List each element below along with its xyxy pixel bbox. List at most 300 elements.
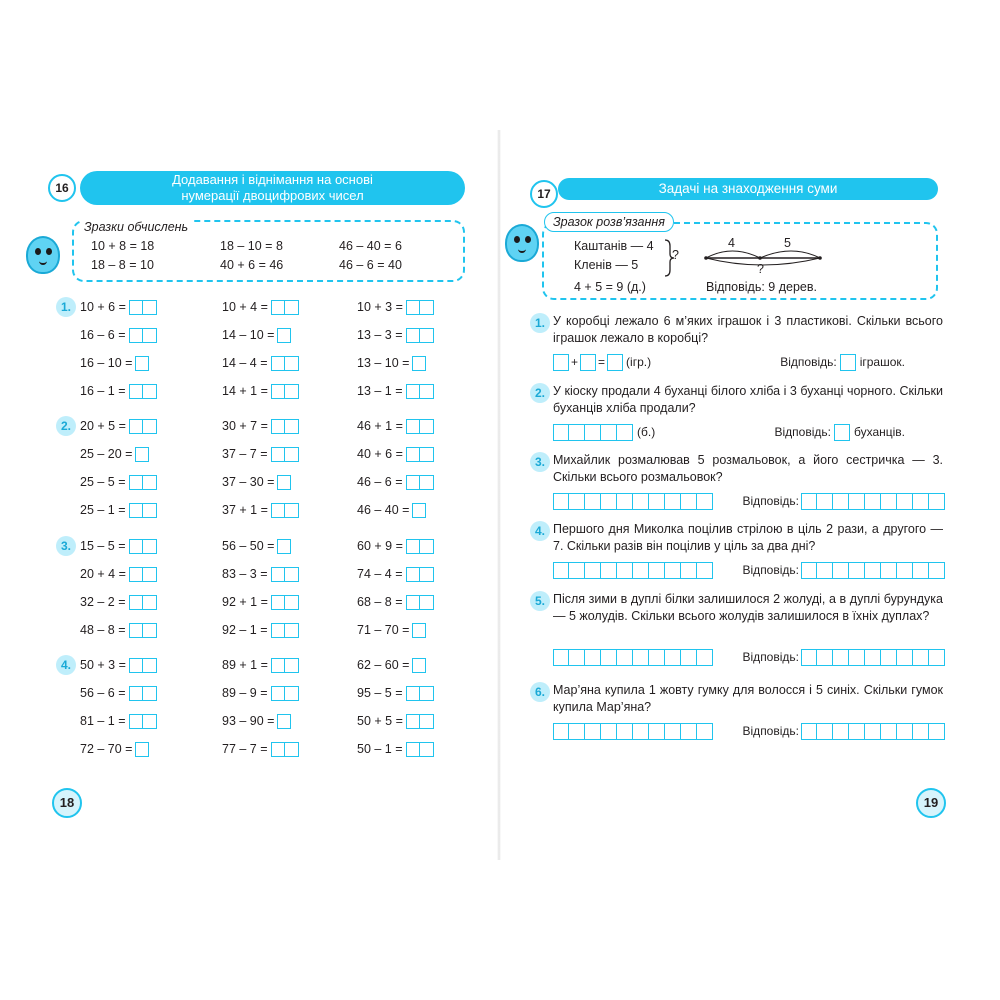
equation-expression: 14 – 10 = — [222, 328, 275, 342]
equation-expression: 50 – 1 = — [357, 742, 403, 756]
answer-box[interactable] — [271, 658, 285, 673]
answer-row — [553, 353, 945, 371]
answer-box[interactable] — [420, 595, 434, 610]
answer-cell[interactable] — [697, 723, 713, 740]
answer-cell[interactable] — [833, 493, 849, 510]
answer-cell[interactable] — [913, 562, 929, 579]
sample-answer: Відповідь: 9 дерев. — [706, 280, 817, 294]
answer-box[interactable] — [406, 539, 420, 554]
answer-box[interactable] — [406, 567, 420, 582]
answer-label: Відповідь: — [742, 724, 799, 738]
equation — [222, 656, 299, 674]
answer-box[interactable] — [129, 567, 143, 582]
equation — [80, 656, 157, 674]
equation-expression: 10 + 6 = — [80, 300, 126, 314]
answer-cell[interactable] — [929, 723, 945, 740]
equation-expression: 13 – 10 = — [357, 356, 410, 370]
answer-cell[interactable] — [817, 493, 833, 510]
equation — [222, 417, 299, 435]
equation — [357, 684, 434, 702]
answer-cell[interactable] — [929, 562, 945, 579]
answer-box[interactable] — [143, 419, 157, 434]
equation-expression: 56 – 50 = — [222, 539, 275, 553]
answer-label: Відповідь: — [742, 563, 799, 577]
equation-expression: 89 + 1 = — [222, 658, 268, 672]
equation — [80, 621, 157, 639]
answer-cell[interactable] — [840, 354, 856, 371]
answer-cell[interactable] — [585, 493, 601, 510]
equals-sign: = — [598, 355, 606, 369]
answer-cell[interactable] — [585, 649, 601, 666]
answer-box[interactable] — [277, 539, 291, 554]
answer-cell[interactable] — [833, 649, 849, 666]
answer-box[interactable] — [129, 503, 143, 518]
answer-box[interactable] — [135, 447, 149, 462]
equation-expression: 46 – 40 = — [357, 503, 410, 517]
answer-cell[interactable] — [601, 723, 617, 740]
answer-row — [553, 648, 945, 666]
equation — [80, 382, 157, 400]
answer-cell[interactable] — [849, 649, 865, 666]
answer-cell[interactable] — [665, 723, 681, 740]
equation — [357, 621, 426, 639]
equation — [80, 740, 149, 758]
equation-expression: 71 – 70 = — [357, 623, 410, 637]
sample-equation: 40 + 6 = 46 — [220, 258, 284, 272]
answer-cell[interactable] — [801, 649, 817, 666]
equation-expression: 25 – 1 = — [80, 503, 126, 517]
answer-box[interactable] — [420, 714, 434, 729]
answer-box[interactable] — [271, 419, 285, 434]
answer-box[interactable] — [406, 686, 420, 701]
equation — [222, 473, 291, 491]
answer-cell[interactable] — [580, 354, 596, 371]
segment-total-question: ? — [757, 262, 764, 276]
equation — [80, 298, 157, 316]
equation-expression: 83 – 3 = — [222, 567, 268, 581]
answer-box[interactable] — [129, 595, 143, 610]
equation-expression: 62 – 60 = — [357, 658, 410, 672]
answer-unit: буханців. — [853, 425, 905, 439]
answer-cell[interactable] — [617, 723, 633, 740]
answer-box[interactable] — [271, 742, 285, 757]
equation-expression: 77 – 7 = — [222, 742, 268, 756]
equation-expression: 37 – 7 = — [222, 447, 268, 461]
answer-box[interactable] — [271, 384, 285, 399]
equation-expression: 74 – 4 = — [357, 567, 403, 581]
answer-box[interactable] — [129, 539, 143, 554]
equation-expression: 68 – 8 = — [357, 595, 403, 609]
equation — [222, 537, 291, 555]
answer-cell[interactable] — [681, 562, 697, 579]
answer-box[interactable] — [420, 384, 434, 399]
exercise-number-badge: 4. — [56, 655, 76, 675]
equation — [357, 473, 434, 491]
answer-box[interactable] — [285, 595, 299, 610]
equation-expression: 92 – 1 = — [222, 623, 268, 637]
condition-question: ? — [672, 248, 679, 262]
answer-cell[interactable] — [553, 723, 569, 740]
equation — [222, 445, 299, 463]
sample-equation: 10 + 8 = 18 — [91, 239, 155, 253]
equation — [80, 354, 149, 372]
task-number-badge: 2. — [530, 383, 550, 403]
answer-cell[interactable] — [633, 723, 649, 740]
drop-mascot-icon — [24, 230, 64, 274]
equation — [222, 593, 299, 611]
answer-cell[interactable] — [649, 562, 665, 579]
answer-box[interactable] — [271, 356, 285, 371]
answer-cell[interactable] — [697, 562, 713, 579]
answer-cell[interactable] — [881, 723, 897, 740]
answer-cell[interactable] — [833, 562, 849, 579]
answer-cell[interactable] — [569, 723, 585, 740]
answer-cell[interactable] — [681, 493, 697, 510]
answer-cell[interactable] — [881, 562, 897, 579]
answer-cell[interactable] — [801, 723, 817, 740]
sample-title: Зразки обчислень — [80, 220, 192, 234]
answer-box[interactable] — [420, 539, 434, 554]
answer-box[interactable] — [271, 595, 285, 610]
answer-box[interactable] — [412, 658, 426, 673]
equation-expression: 81 – 1 = — [80, 714, 126, 728]
answer-box[interactable] — [143, 623, 157, 638]
answer-box[interactable] — [129, 658, 143, 673]
answer-box[interactable] — [420, 567, 434, 582]
answer-box[interactable] — [143, 567, 157, 582]
answer-label: Відповідь: — [742, 494, 799, 508]
answer-box[interactable] — [406, 447, 420, 462]
answer-cell[interactable] — [865, 493, 881, 510]
lesson-title-banner — [558, 178, 938, 200]
answer-box[interactable] — [129, 300, 143, 315]
answer-box[interactable] — [271, 686, 285, 701]
answer-box[interactable] — [129, 686, 143, 701]
equation — [80, 593, 157, 611]
answer-cell[interactable] — [697, 649, 713, 666]
task-text: Після зими в дуплі білки залишилося 2 жолуді, а в дуплі бурундука — 5 жолудів. Скільки всього жолудів залишилося в їхніх дуплах? — [553, 592, 943, 623]
task-number-badge: 4. — [530, 521, 550, 541]
answer-box[interactable] — [406, 742, 420, 757]
answer-cell[interactable] — [649, 723, 665, 740]
answer-box[interactable] — [271, 447, 285, 462]
answer-box[interactable] — [271, 300, 285, 315]
answer-cell[interactable] — [649, 649, 665, 666]
equation — [222, 684, 299, 702]
segment-diagram — [702, 238, 832, 278]
equation — [80, 473, 157, 491]
equation — [80, 712, 157, 730]
equation-expression: 10 + 3 = — [357, 300, 403, 314]
answer-cell[interactable] — [697, 493, 713, 510]
answer-cell[interactable] — [849, 562, 865, 579]
answer-box[interactable] — [285, 623, 299, 638]
answer-cell[interactable] — [617, 493, 633, 510]
answer-box[interactable] — [135, 356, 149, 371]
answer-cell[interactable] — [569, 424, 585, 441]
answer-cell[interactable] — [633, 649, 649, 666]
answer-box[interactable] — [406, 384, 420, 399]
answer-row — [553, 561, 945, 579]
equation-expression: 95 – 5 = — [357, 686, 403, 700]
answer-box[interactable] — [285, 384, 299, 399]
answer-box[interactable] — [412, 356, 426, 371]
answer-box[interactable] — [277, 714, 291, 729]
answer-cell[interactable] — [569, 493, 585, 510]
answer-box[interactable] — [143, 475, 157, 490]
answer-box[interactable] — [406, 595, 420, 610]
answer-box[interactable] — [406, 475, 420, 490]
exercise-number-badge: 3. — [56, 536, 76, 556]
answer-box[interactable] — [420, 686, 434, 701]
answer-unit: іграшок. — [859, 355, 905, 369]
answer-cell[interactable] — [553, 562, 569, 579]
answer-box[interactable] — [412, 503, 426, 518]
answer-box[interactable] — [129, 623, 143, 638]
answer-row — [553, 423, 945, 441]
answer-cell[interactable] — [849, 723, 865, 740]
answer-box[interactable] — [129, 328, 143, 343]
answer-cell[interactable] — [553, 649, 569, 666]
exercise-number-badge: 2. — [56, 416, 76, 436]
answer-cell[interactable] — [665, 493, 681, 510]
answer-cell[interactable] — [801, 562, 817, 579]
equation-expression: 46 + 1 = — [357, 419, 403, 433]
answer-cell[interactable] — [585, 723, 601, 740]
answer-row — [553, 722, 945, 740]
answer-cell[interactable] — [897, 649, 913, 666]
equation — [357, 326, 434, 344]
answer-box[interactable] — [285, 356, 299, 371]
answer-cell[interactable] — [553, 424, 569, 441]
lesson-title: Задачі на знаходження суми — [658, 181, 838, 196]
answer-cell[interactable] — [897, 562, 913, 579]
equation-expression: 14 + 1 = — [222, 384, 268, 398]
equation — [357, 445, 434, 463]
answer-cell[interactable] — [665, 649, 681, 666]
answer-cell[interactable] — [817, 562, 833, 579]
answer-box[interactable] — [129, 384, 143, 399]
answer-cell[interactable] — [681, 723, 697, 740]
answer-box[interactable] — [285, 503, 299, 518]
answer-cell[interactable] — [865, 723, 881, 740]
answer-cell[interactable] — [607, 354, 623, 371]
answer-box[interactable] — [135, 742, 149, 757]
task-text: У кіоску продали 4 буханці білого хліба і 3 буханці чорного. Скільки буханців хліба продали? — [553, 384, 943, 415]
answer-cell[interactable] — [929, 649, 945, 666]
equation-expression: 13 – 3 = — [357, 328, 403, 342]
equation — [80, 326, 157, 344]
task-number-badge: 5. — [530, 591, 550, 611]
equation-expression: 25 – 5 = — [80, 475, 126, 489]
equation-expression: 30 + 7 = — [222, 419, 268, 433]
equation-expression: 14 – 4 = — [222, 356, 268, 370]
answer-cell[interactable] — [601, 424, 617, 441]
answer-cell[interactable] — [801, 493, 817, 510]
answer-box[interactable] — [420, 419, 434, 434]
equation — [357, 298, 434, 316]
answer-cell[interactable] — [817, 649, 833, 666]
answer-cell[interactable] — [681, 649, 697, 666]
equation — [357, 382, 434, 400]
answer-cell[interactable] — [865, 562, 881, 579]
answer-cell[interactable] — [881, 493, 897, 510]
equation-expression: 16 – 10 = — [80, 356, 133, 370]
answer-box[interactable] — [129, 475, 143, 490]
answer-label: Відповідь: — [780, 355, 837, 369]
answer-box[interactable] — [143, 503, 157, 518]
answer-box[interactable] — [143, 595, 157, 610]
answer-cell[interactable] — [617, 424, 633, 441]
equation-expression: 40 + 6 = — [357, 447, 403, 461]
equation — [222, 298, 299, 316]
answer-box[interactable] — [143, 300, 157, 315]
equation — [222, 326, 291, 344]
lesson-title-line-2: нумерації двоцифрових чисел — [181, 188, 364, 203]
equation-expression: 50 + 5 = — [357, 714, 403, 728]
answer-box[interactable] — [285, 419, 299, 434]
page-number: 18 — [52, 788, 82, 818]
answer-box[interactable] — [285, 300, 299, 315]
answer-cell[interactable] — [913, 649, 929, 666]
answer-box[interactable] — [143, 384, 157, 399]
equation-expression: 92 + 1 = — [222, 595, 268, 609]
equation-expression: 13 – 1 = — [357, 384, 403, 398]
answer-cell[interactable] — [929, 493, 945, 510]
answer-cell[interactable] — [881, 649, 897, 666]
equation — [357, 537, 434, 555]
answer-box[interactable] — [143, 686, 157, 701]
answer-cell[interactable] — [834, 424, 850, 441]
equation — [222, 712, 291, 730]
answer-cell[interactable] — [897, 723, 913, 740]
answer-cell[interactable] — [913, 493, 929, 510]
answer-cell[interactable] — [633, 562, 649, 579]
answer-box[interactable] — [277, 475, 291, 490]
task-number-badge: 1. — [530, 313, 550, 333]
equation — [222, 740, 299, 758]
answer-cell[interactable] — [553, 493, 569, 510]
answer-box[interactable] — [285, 742, 299, 757]
equation-expression: 37 – 30 = — [222, 475, 275, 489]
equation — [357, 740, 434, 758]
answer-cell[interactable] — [617, 562, 633, 579]
equation-expression: 46 – 6 = — [357, 475, 403, 489]
answer-box[interactable] — [143, 328, 157, 343]
answer-cell[interactable] — [617, 649, 633, 666]
equation-expression: 37 + 1 = — [222, 503, 268, 517]
equation-expression: 16 – 6 = — [80, 328, 126, 342]
equation-expression: 89 – 9 = — [222, 686, 268, 700]
answer-cell[interactable] — [601, 493, 617, 510]
equation — [80, 445, 149, 463]
condition-line-2: Кленів — 5 — [574, 258, 639, 272]
answer-box[interactable] — [285, 567, 299, 582]
answer-cell[interactable] — [913, 723, 929, 740]
lesson-number-badge: 17 — [530, 172, 560, 206]
answer-box[interactable] — [285, 686, 299, 701]
answer-box[interactable] — [129, 419, 143, 434]
equation-expression: 72 – 70 = — [80, 742, 133, 756]
answer-box[interactable] — [143, 714, 157, 729]
equation-expression: 32 – 2 = — [80, 595, 126, 609]
answer-box[interactable] — [412, 623, 426, 638]
equation-expression: 16 – 1 = — [80, 384, 126, 398]
unit-label: (б.) — [637, 425, 656, 439]
answer-cell[interactable] — [585, 562, 601, 579]
task-number-badge: 3. — [530, 452, 550, 472]
answer-box[interactable] — [420, 475, 434, 490]
answer-cell[interactable] — [817, 723, 833, 740]
answer-cell[interactable] — [833, 723, 849, 740]
answer-box[interactable] — [406, 714, 420, 729]
answer-box[interactable] — [143, 539, 157, 554]
equation — [357, 565, 434, 583]
answer-cell[interactable] — [569, 562, 585, 579]
exercise-number-badge: 1. — [56, 297, 76, 317]
answer-box[interactable] — [406, 300, 420, 315]
segment-label-1: 4 — [728, 236, 735, 250]
equation — [357, 354, 426, 372]
equation — [357, 501, 426, 519]
equation — [222, 382, 299, 400]
answer-label: Відповідь: — [774, 425, 831, 439]
answer-cell[interactable] — [649, 493, 665, 510]
answer-cell[interactable] — [601, 562, 617, 579]
answer-label: Відповідь: — [742, 650, 799, 664]
answer-box[interactable] — [420, 447, 434, 462]
answer-cell[interactable] — [865, 649, 881, 666]
answer-box[interactable] — [420, 742, 434, 757]
answer-cell[interactable] — [897, 493, 913, 510]
answer-box[interactable] — [420, 300, 434, 315]
sample-equation: 18 – 8 = 10 — [91, 258, 154, 272]
answer-box[interactable] — [143, 658, 157, 673]
equation-expression: 10 + 4 = — [222, 300, 268, 314]
equation-expression: 15 – 5 = — [80, 539, 126, 553]
equation — [357, 712, 434, 730]
equation-expression: 20 + 5 = — [80, 419, 126, 433]
sample-equation: 46 – 6 = 40 — [339, 258, 402, 272]
lesson-number-badge: 16 — [48, 166, 78, 200]
answer-box[interactable] — [285, 447, 299, 462]
task-text: Мар’яна купила 1 жовту гумку для волосся і 5 синіх. Скільки гумок купила Мар’яна? — [553, 683, 943, 714]
answer-box[interactable] — [406, 328, 420, 343]
answer-cell[interactable] — [849, 493, 865, 510]
answer-box[interactable] — [129, 714, 143, 729]
sample-equation: 46 – 40 = 6 — [339, 239, 402, 253]
answer-cell[interactable] — [569, 649, 585, 666]
answer-box[interactable] — [277, 328, 291, 343]
answer-cell[interactable] — [633, 493, 649, 510]
task-text: Михайлик розмалював 5 розмальовок, а його сестричка — 3. Скільки всього розмальовок? — [553, 453, 943, 484]
equation-expression: 20 + 4 = — [80, 567, 126, 581]
sample-equation: 18 – 10 = 8 — [220, 239, 283, 253]
answer-cell[interactable] — [585, 424, 601, 441]
answer-cell[interactable] — [665, 562, 681, 579]
plus-sign: + — [571, 355, 579, 369]
answer-cell[interactable] — [601, 649, 617, 666]
answer-box[interactable] — [271, 623, 285, 638]
answer-box[interactable] — [285, 658, 299, 673]
answer-box[interactable] — [406, 419, 420, 434]
equation — [80, 537, 157, 555]
answer-box[interactable] — [420, 328, 434, 343]
answer-box[interactable] — [271, 503, 285, 518]
answer-box[interactable] — [271, 567, 285, 582]
answer-cell[interactable] — [553, 354, 569, 371]
equation-expression: 93 – 90 = — [222, 714, 275, 728]
